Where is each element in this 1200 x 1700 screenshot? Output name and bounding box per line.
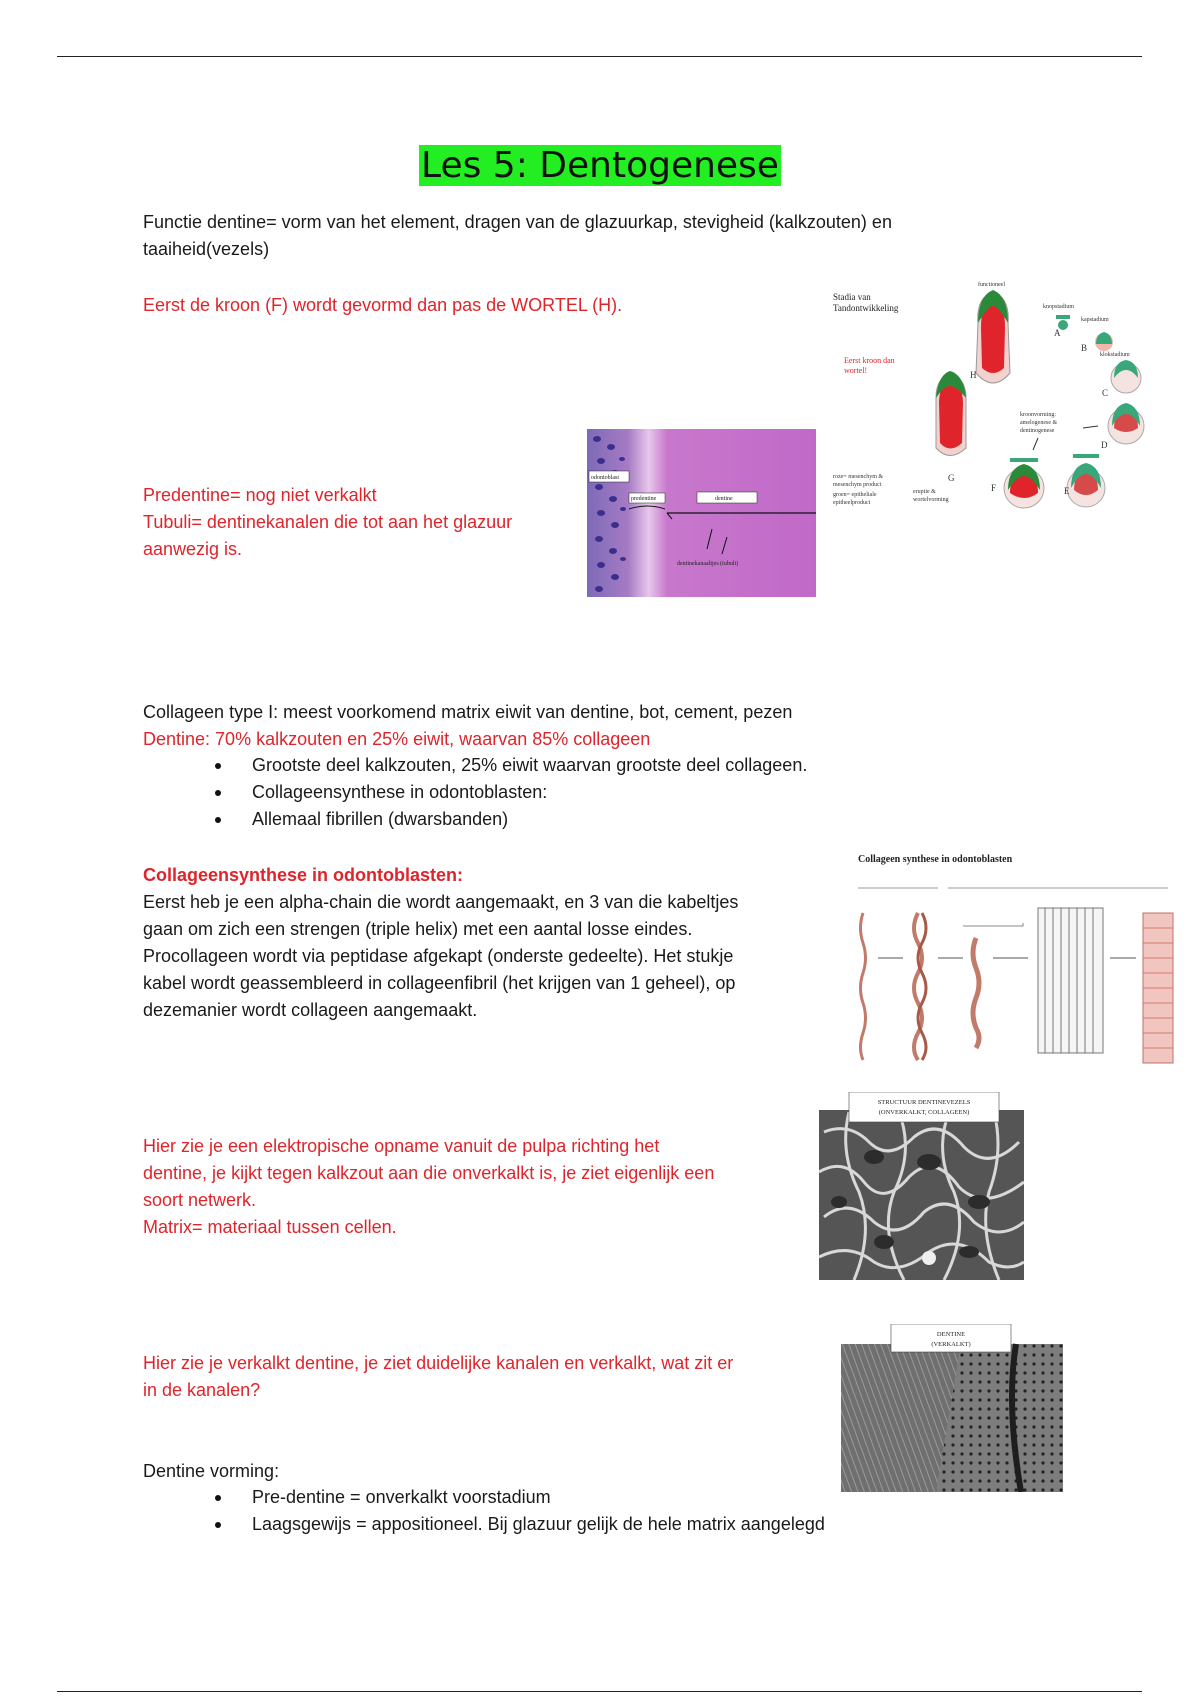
synthese-line: gaan om zich een strengen (triple helix) met een aantal losse eindes. bbox=[143, 919, 693, 939]
tooth-functional bbox=[976, 290, 1010, 383]
procollagen bbox=[973, 938, 979, 1048]
synthese-heading: Collageensynthese in odontoblasten: bbox=[143, 865, 464, 885]
list-item: Collageensynthese in odontoblasten: bbox=[210, 779, 807, 806]
svg-text:knopstadium: knopstadium bbox=[1043, 304, 1074, 310]
intro-line-2: taaiheid(vezels) bbox=[143, 239, 270, 259]
tooth-stage-h bbox=[936, 371, 966, 456]
tooth-stages-figure bbox=[828, 278, 1158, 528]
elektro-line: soort netwerk. bbox=[143, 1190, 257, 1210]
elektro-line: Matrix= materiaal tussen cellen. bbox=[143, 1217, 397, 1237]
predentine-line-1: Predentine= nog niet verkalkt bbox=[143, 485, 377, 505]
verkalkt-line-1: Hier zie je verkalkt dentine, je ziet duidelijke kanalen en verkalkt, wat zit er bbox=[143, 1353, 734, 1373]
svg-text:odontoblast: odontoblast bbox=[591, 475, 619, 481]
triple-helix bbox=[914, 913, 926, 1060]
collagen-fiber bbox=[1143, 913, 1173, 1063]
bullet-dot bbox=[215, 790, 221, 796]
svg-text:roze= mesenchym &: roze= mesenchym & bbox=[833, 474, 884, 480]
tooth-stage-e bbox=[1067, 454, 1105, 507]
collageen-bullets bbox=[210, 752, 807, 833]
predentine-line-3: aanwezig is. bbox=[143, 539, 243, 559]
alpha-chain bbox=[861, 913, 866, 1060]
kroon-line: Eerst de kroon (F) wordt gevormd dan pas de WORTEL (H). bbox=[143, 295, 623, 315]
collagen-synthesis-figure bbox=[848, 848, 1188, 1085]
svg-text:wortelvorming: wortelvorming bbox=[913, 497, 949, 503]
sem-mineralized-figure bbox=[841, 1324, 1063, 1492]
collageen-line-2: Dentine: 70% kalkzouten en 25% eiwit, waarvan 85% collageen bbox=[143, 729, 651, 749]
tooth-stage-c bbox=[1111, 360, 1141, 393]
svg-text:mesenchym product: mesenchym product bbox=[833, 482, 882, 488]
top-rule bbox=[57, 56, 1142, 57]
synthese-line: kabel wordt geassembleerd in collageenfibril (het krijgen van 1 geheel), op bbox=[143, 973, 736, 993]
tooth-stage-f bbox=[1004, 458, 1044, 508]
fig-red-note-2: wortel! bbox=[844, 366, 868, 375]
fig-title-2: Tandontwikkeling bbox=[833, 303, 899, 313]
svg-text:dentinogenese: dentinogenese bbox=[1020, 428, 1055, 434]
verkalkt-line-2: in de kanalen? bbox=[143, 1380, 261, 1400]
stage-label: E bbox=[1064, 486, 1070, 496]
svg-text:epitheelproduct: epitheelproduct bbox=[833, 500, 871, 506]
svg-text:(VERKALKT): (VERKALKT) bbox=[931, 1341, 971, 1348]
svg-text:dentinekanaaltjes (tubuli): dentinekanaaltjes (tubuli) bbox=[677, 561, 739, 567]
svg-text:amelogenese &: amelogenese & bbox=[1020, 420, 1058, 426]
svg-text:functioneel: functioneel bbox=[978, 282, 1005, 288]
page-title: Les 5: Dentogenese bbox=[421, 145, 779, 186]
elektro-line: dentine, je kijkt tegen kalkzout aan die onverkalkt is, je ziet eigenlijk een bbox=[143, 1163, 715, 1183]
sem-unmineralized-figure bbox=[819, 1092, 1024, 1280]
bullet-dot bbox=[215, 1495, 221, 1501]
elektro-line: Hier zie je een elektropische opname vanuit de pulpa richting het bbox=[143, 1136, 660, 1156]
list-item: Grootste deel kalkzouten, 25% eiwit waarvan grootste deel collageen. bbox=[210, 752, 807, 779]
svg-text:groen= epitheliale: groen= epitheliale bbox=[833, 492, 877, 498]
stage-label: B bbox=[1081, 343, 1088, 353]
fig-title-1: Stadia van bbox=[833, 292, 871, 302]
stage-label: F bbox=[991, 483, 997, 493]
collageen-line-1: Collageen type I: meest voorkomend matrix eiwit van dentine, bot, cement, pezen bbox=[143, 702, 793, 722]
bullet-dot bbox=[215, 817, 221, 823]
stage-label: H bbox=[970, 370, 977, 380]
collagen-fig-title: Collageen synthese in odontoblasten bbox=[858, 854, 1013, 865]
bullet-dot bbox=[215, 763, 221, 769]
stage-label: C bbox=[1102, 388, 1109, 398]
svg-text:klokstadium: klokstadium bbox=[1100, 352, 1130, 358]
list-item: Laagsgewijs = appositioneel. Bij glazuur gelijk de hele matrix aangelegd bbox=[210, 1511, 825, 1538]
tooth-stage-b bbox=[1095, 332, 1113, 351]
fibril-assembly bbox=[1038, 908, 1103, 1053]
synthese-line: dezemanier wordt collageen aangemaakt. bbox=[143, 1000, 478, 1020]
svg-text:dentine: dentine bbox=[715, 496, 733, 502]
svg-text:kapstadium: kapstadium bbox=[1081, 317, 1109, 323]
svg-text:DENTINE: DENTINE bbox=[936, 1331, 966, 1338]
fig-red-note-1: Eerst kroon dan bbox=[844, 356, 895, 365]
synthese-line: Eerst heb je een alpha-chain die wordt aangemaakt, en 3 van die kabeltjes bbox=[143, 892, 739, 912]
list-item: Pre-dentine = onverkalkt voorstadium bbox=[210, 1484, 825, 1511]
svg-text:predentine: predentine bbox=[631, 496, 657, 502]
svg-text:eruptie &: eruptie & bbox=[913, 489, 936, 495]
histology-figure bbox=[587, 429, 816, 597]
bullet-dot bbox=[215, 1522, 221, 1528]
svg-text:kroonvorming:: kroonvorming: bbox=[1020, 412, 1056, 418]
bottom-rule bbox=[57, 1691, 1142, 1692]
predentine-line-2: Tubuli= dentinekanalen die tot aan het glazuur bbox=[143, 512, 513, 532]
vorming-bullets bbox=[210, 1484, 825, 1538]
list-item: Allemaal fibrillen (dwarsbanden) bbox=[210, 806, 807, 833]
tooth-stage-d bbox=[1108, 403, 1144, 444]
stage-label: G bbox=[948, 473, 955, 483]
svg-text:(ONVERKALKT, COLLAGEEN): (ONVERKALKT, COLLAGEEN) bbox=[878, 1109, 970, 1116]
stage-label: D bbox=[1101, 440, 1108, 450]
svg-text:STRUCTUUR DENTINEVEZELS: STRUCTUUR DENTINEVEZELS bbox=[877, 1099, 971, 1106]
stage-label: A bbox=[1054, 328, 1061, 338]
vorming-heading: Dentine vorming: bbox=[143, 1461, 280, 1481]
intro-line-1: Functie dentine= vorm van het element, dragen van de glazuurkap, stevigheid (kalkzouten) en bbox=[143, 212, 892, 232]
synthese-line: Procollageen wordt via peptidase afgekapt (onderste gedeelte). Het stukje bbox=[143, 946, 734, 966]
